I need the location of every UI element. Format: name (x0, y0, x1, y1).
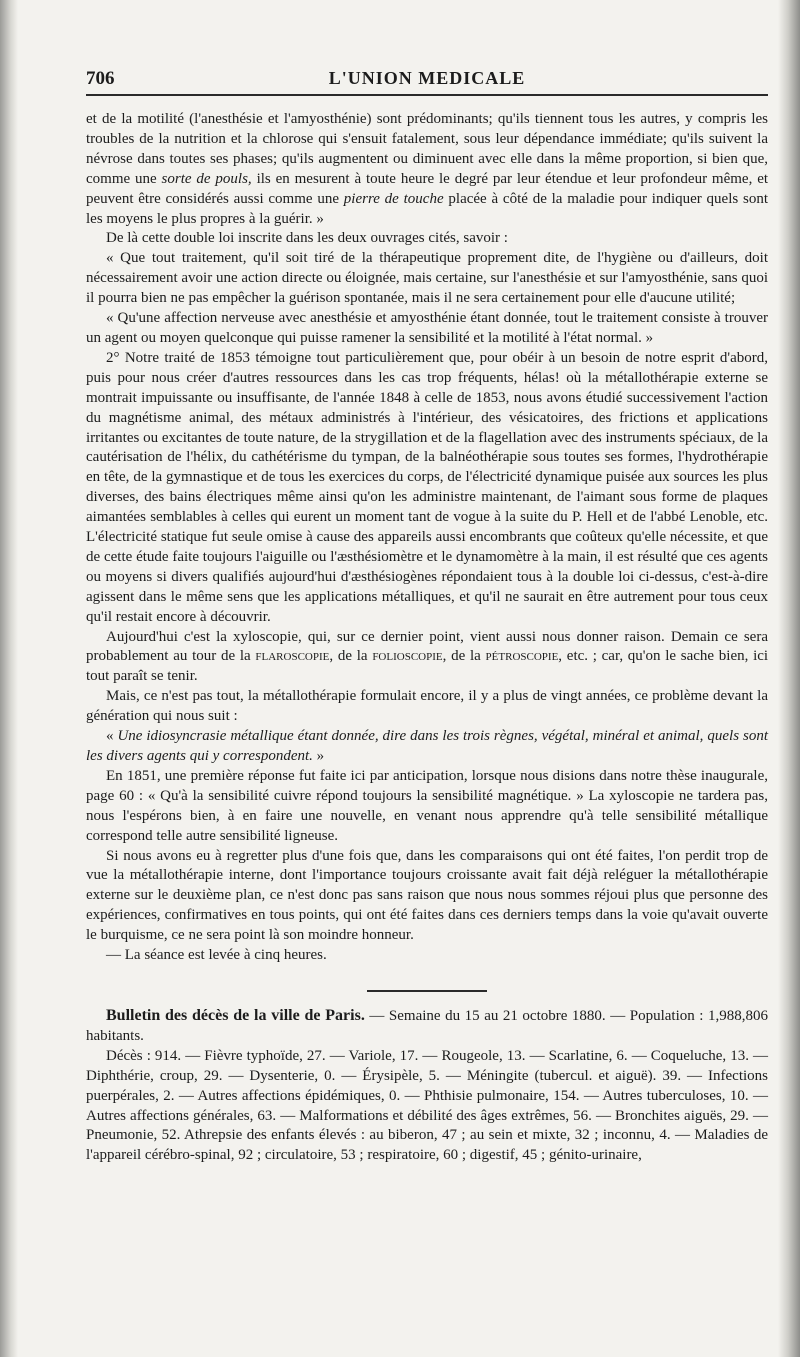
quote-paragraph (86, 727, 768, 767)
page-number: 706 (86, 68, 115, 89)
running-header (86, 60, 768, 96)
paragraph-1-text: et de la motilité (l'anesthésie et l'amyosthénie) sont prédominants; qu'ils tiennent tous les autres, y compris les troubles de la nutrition et la chlorose qui s'ensuit fatalement, sous leur dépendance immédiate; qu'ils suivent la névrose dans toutes ses phases; qu'ils augmentent ou diminuent avec elle dans la même proportion, si bien que, comme une (86, 111, 768, 187)
paragraph-6-mid-2: de la (451, 648, 481, 665)
paragraph-3: « Que tout traitement, qu'il soit tiré de la thérapeutique proprement dite, de l'hygiène ou d'ailleurs, doit nécessairement avoir une action directe ou éloignée, mais certaine, sur l'anesthésie et sur l'amyosthénie, sans quoi il pourra bien ne pas empêcher la guérison spontanée, mais il ne sera certainement pour elle d'aucune utilité; (86, 250, 768, 307)
paragraph-1-italic-2: pierre de touche (343, 190, 444, 207)
paragraph-10: — La séance est levée à cinq heures. (106, 947, 327, 964)
paragraph-6-end: etc. ; car, qu'on le sache bien, ici tout paraît se tenir. (86, 648, 769, 685)
journal-page (86, 60, 768, 1166)
paragraph-4: « Qu'une affection nerveuse avec anesthésie et amyosthénie étant donnée, tout le traitement consiste à trouver un agent ou moyen quelconque qui puisse ramener la sensibilité et la motilité à l'état normal. » (86, 310, 768, 346)
paragraph-1-text-3: placée à côté de la maladie pour indiquer quels sont les moyens le plus propres à la guérir. » (86, 190, 769, 227)
bulletin-title-rest: — Semaine du 15 au 21 octobre 1880. — Population : 1,988,806 habitants. (86, 1007, 769, 1044)
article-body (86, 110, 768, 966)
paragraph-6-caps-3: pétroscopie, (485, 648, 563, 665)
paragraph-6-caps-2: folioscopie, (372, 648, 447, 665)
paragraph-2: De là cette double loi inscrite dans les deux ouvrages cités, savoir : (106, 230, 508, 247)
quote-close: » (316, 748, 325, 764)
paragraph-6-caps-1: flaroscopie, (255, 648, 334, 665)
quote-open: « (106, 728, 114, 745)
paragraph-5: 2° Notre traité de 1853 témoigne tout particulièrement que, pour obéir à un besoin de notre esprit d'abord, puis pour nous créer d'autres ressources dans les cas trop fréquents, hélas! où la métallothérapie externe se montrait impuissante ou insuffisante, de l'année 1848 à celle de 1853, nous avons étudié successivement l'action du magnétisme animal, des métaux administrés à l'intérieur, des vésicatoires, des frictions et applications irritantes ou excitantes de toute nature, de la strygillation et de la flagellation avec des instruments spéciaux, de la cautérisation de l'hélix, du cathétérisme du tympan, de la balnéothérapie sous toutes ses formes, l'hydrothérapie en tête, de la gymnastique et de tous les exercices du corps, de l'électricité dynamique puisée aux sources les plus diverses, des bains électriques même ainsi qu'on les administre maintenant, de l'aimant sous forme de plaques aimantées semblables à celles qui eurent un moment tant de vogue à la suite du P. Hell et de l'abbé Lenoble, etc. L'électricité statique fut seule omise à cause des appareils aussi encombrants que coûteux qu'elle nécessite, et que de cette étude faite toujours l'aiguille ou l'æsthésiomètre et le dynamomètre à la main, il est résulté que ces agents ou moyens si divers qualifiés aujourd'hui d'æsthésiogènes répondaient tous à la double loi ci-dessus, c'est-à-dire agissent dans le même sens que les applications métalliques, et qu'il ne saurait en être autrement pour tous ceux qu'il restait encore à découvrir. (86, 349, 768, 625)
bulletin-deaths: Décès : 914. — Fièvre typhoïde, 27. — Variole, 17. — Rougeole, 13. — Scarlatine, 6. — Coqueluche, 13. — Diphthérie, croup, 29. — Dysenterie, 0. — Érysipèle, 5. — Méningite (tubercul. et aiguë). 39. — Infections puerpérales, 2. — Autres affections épidémiques, 0. — Phthisie pulmonaire, 154. — Autres tuberculoses, 10. — Autres affections générales, 63. — Malformations et débilité des âges extrêmes, 56. — Bronchites aiguës, 29. — Pneumonie, 52. Athrepsie des enfants élevés : au biberon, 47 ; au sein et mixte, 32 ; inconnu, 4. — Maladies de l'appareil cérébro-spinal, 92 ; circulatoire, 53 ; respiratoire, 60 ; digestif, 45 ; génito-urinaire, (86, 1047, 768, 1164)
section-separator (367, 990, 487, 992)
death-bulletin (86, 1006, 768, 1166)
paragraph-1-text-2: ils en mesurent à toute heure le degré par leur étendue et leur profondeur même, et peuvent être considérés aussi comme une (86, 170, 769, 207)
page-edge-left (0, 0, 18, 1357)
paragraph-7: Mais, ce n'est pas tout, la métallothérapie formulait encore, il y a plus de vingt années, ce problème devant la génération qui nous suit : (86, 688, 768, 725)
paragraph-6-text: Aujourd'hui c'est la xyloscopie, qui, sur ce dernier point, vient aussi nous donner raison. Demain ce sera probablement au tour de la (86, 628, 768, 665)
paragraph-6-mid-1: de la (337, 648, 368, 665)
bulletin-heading (86, 1006, 768, 1047)
bulletin-title: Bulletin des décès de la ville de Paris. (106, 1006, 365, 1024)
paragraph-9: Si nous avons eu à regretter plus d'une fois que, dans les comparaisons qui ont été faites, l'on perdit trop de vue la métallothérapie interne, dont l'importance toujours croissante avait fait déjà reléguer la métallothérapie externe sur le deuxième plan, ce n'est donc pas sans raison que nous nous sommes réjoui plus que personne des expériences, confirmatives en tous points, qui ont été faites dans ces derniers temps dans la voie qu'avait ouverte le burquisme, ce ne sera point là son moindre honneur. (86, 847, 768, 944)
page-edge-right (778, 0, 800, 1357)
paragraph-6 (86, 628, 768, 688)
quote-italic: Une idiosyncrasie métallique étant donnée, dire dans les trois règnes, végétal, minéral et animal, quels sont les divers agents qui y correspondent. (86, 728, 768, 764)
journal-title: L'UNION MEDICALE (328, 68, 526, 88)
paragraph-1-italic-1: sorte de pouls, (161, 170, 252, 187)
paragraph-1 (86, 110, 768, 229)
paragraph-8: En 1851, une première réponse fut faite ici par anticipation, lorsque nous disions dans notre thèse inaugurale, page 60 : « Qu'à la sensibilité cuivre répond toujours la sensibilité magnétique. » La xyloscopie ne tardera pas, nous l'espérons bien, à en faire une nouvelle, en venant nous apprendre qu'à telle sensibilité métallique correspond telle autre sensibilité ligneuse. (86, 767, 768, 844)
